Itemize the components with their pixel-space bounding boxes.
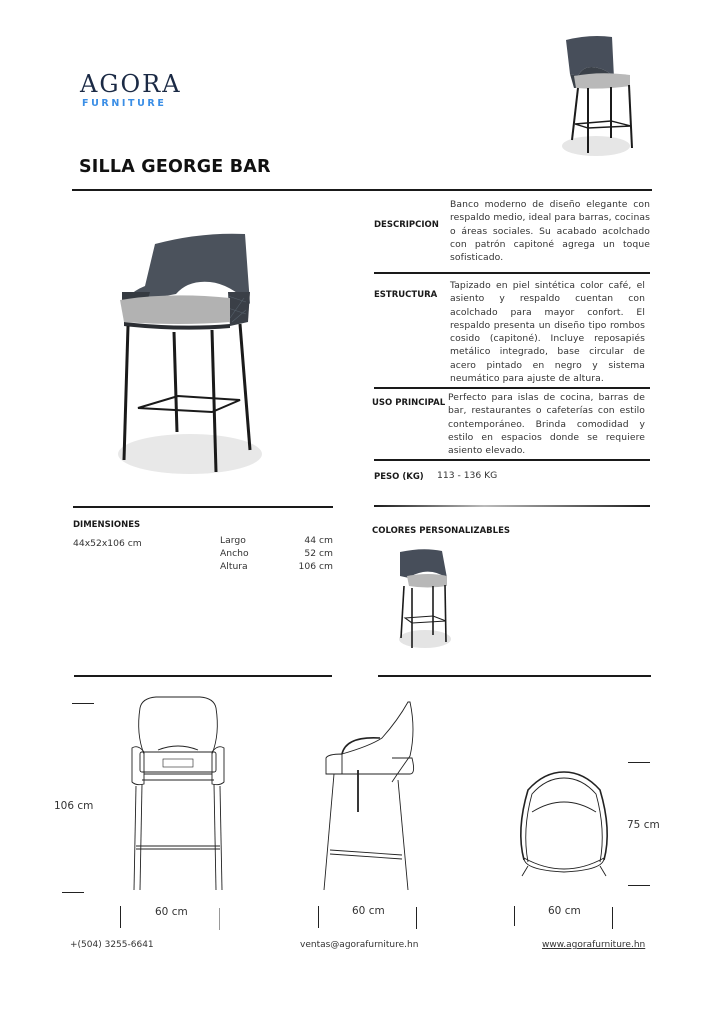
side-view-drawing [320, 700, 420, 894]
dimension-tick [628, 885, 650, 886]
product-thumbnail-image [548, 28, 648, 163]
spec-value-peso: 113 - 136 KG [437, 470, 498, 481]
color-option-swatch[interactable] [395, 548, 457, 652]
colors-label: COLORES PERSONALIZABLES [372, 526, 511, 536]
spec-text-uso-principal: Perfecto para islas de cocina, barras de bar, restaurantes o cafeterías con estilo contemporáneo. Brinda comodidad y estilo en espacios donde se requiere asiento elevado. [448, 392, 645, 457]
top-view-drawing [514, 770, 614, 880]
brand-logo: AGORA [80, 70, 182, 98]
divider [378, 675, 651, 677]
dimension-tick [62, 892, 84, 893]
top-depth-label: 75 cm [627, 819, 660, 831]
dimension-tick [514, 906, 515, 926]
divider [73, 506, 333, 508]
divider [374, 505, 650, 507]
dimension-tick [612, 907, 613, 929]
front-height-label: 106 cm [54, 800, 94, 812]
dimension-row [220, 560, 333, 573]
product-title: SILLA GEORGE BAR [79, 157, 271, 177]
dimension-tick [628, 762, 650, 763]
spec-label-uso-principal: USO PRINCIPAL [372, 398, 446, 408]
dimension-tick [120, 906, 121, 928]
side-width-label: 60 cm [352, 905, 385, 917]
divider [374, 272, 650, 274]
dimensions-total: 44x52x106 cm [73, 538, 142, 549]
footer-website-link[interactable]: www.agorafurniture.hn [542, 940, 646, 950]
spec-text-descripcion: Banco moderno de diseño elegante con respaldo medio, ideal para barras, cocinas o áreas sociales. Su acabado acolchado con patrón capitoné agrega un toque sofisticado. [450, 199, 650, 264]
divider [74, 675, 332, 677]
footer-phone[interactable]: +(504) 3255-6641 [70, 940, 154, 950]
dimension-tick [219, 908, 220, 930]
dimension-tick [416, 907, 417, 929]
dimension-tick [72, 703, 94, 704]
dimension-name: Altura [220, 561, 248, 572]
dimension-value: 106 cm [298, 561, 333, 572]
spec-label-peso: PESO (KG) [374, 472, 424, 482]
dimensions-label: DIMENSIONES [73, 520, 141, 530]
dimension-name: Largo [220, 535, 246, 546]
spec-text-estructura: Tapizado en piel sintética color café, el asiento y respaldo cuentan con acolchado para mayor confort. El respaldo presenta un diseño tipo rombos cosido (capitoné). Incluye reposapiés metálico integrado, base circular de acero pintado en negro y sistema neumático para ajuste de altura. [450, 280, 645, 385]
dimension-name: Ancho [220, 548, 249, 559]
dimension-row [220, 534, 333, 547]
top-width-label: 60 cm [548, 905, 581, 917]
dimension-value: 52 cm [304, 548, 333, 559]
dimension-value: 44 cm [304, 535, 333, 546]
dimension-row [220, 547, 333, 560]
brand-tagline: FURNITURE [82, 98, 167, 109]
product-main-image [110, 222, 270, 480]
dimensions-table [220, 534, 333, 573]
dimension-tick [318, 906, 319, 928]
footer-email-link[interactable]: ventas@agorafurniture.hn [300, 940, 419, 950]
divider [374, 387, 650, 389]
divider [374, 189, 652, 191]
spec-label-descripcion: DESCRIPCION [374, 220, 439, 230]
spec-label-estructura: ESTRUCTURA [374, 290, 438, 300]
front-view-drawing [122, 692, 234, 892]
divider [374, 459, 650, 461]
front-width-label: 60 cm [155, 906, 188, 918]
